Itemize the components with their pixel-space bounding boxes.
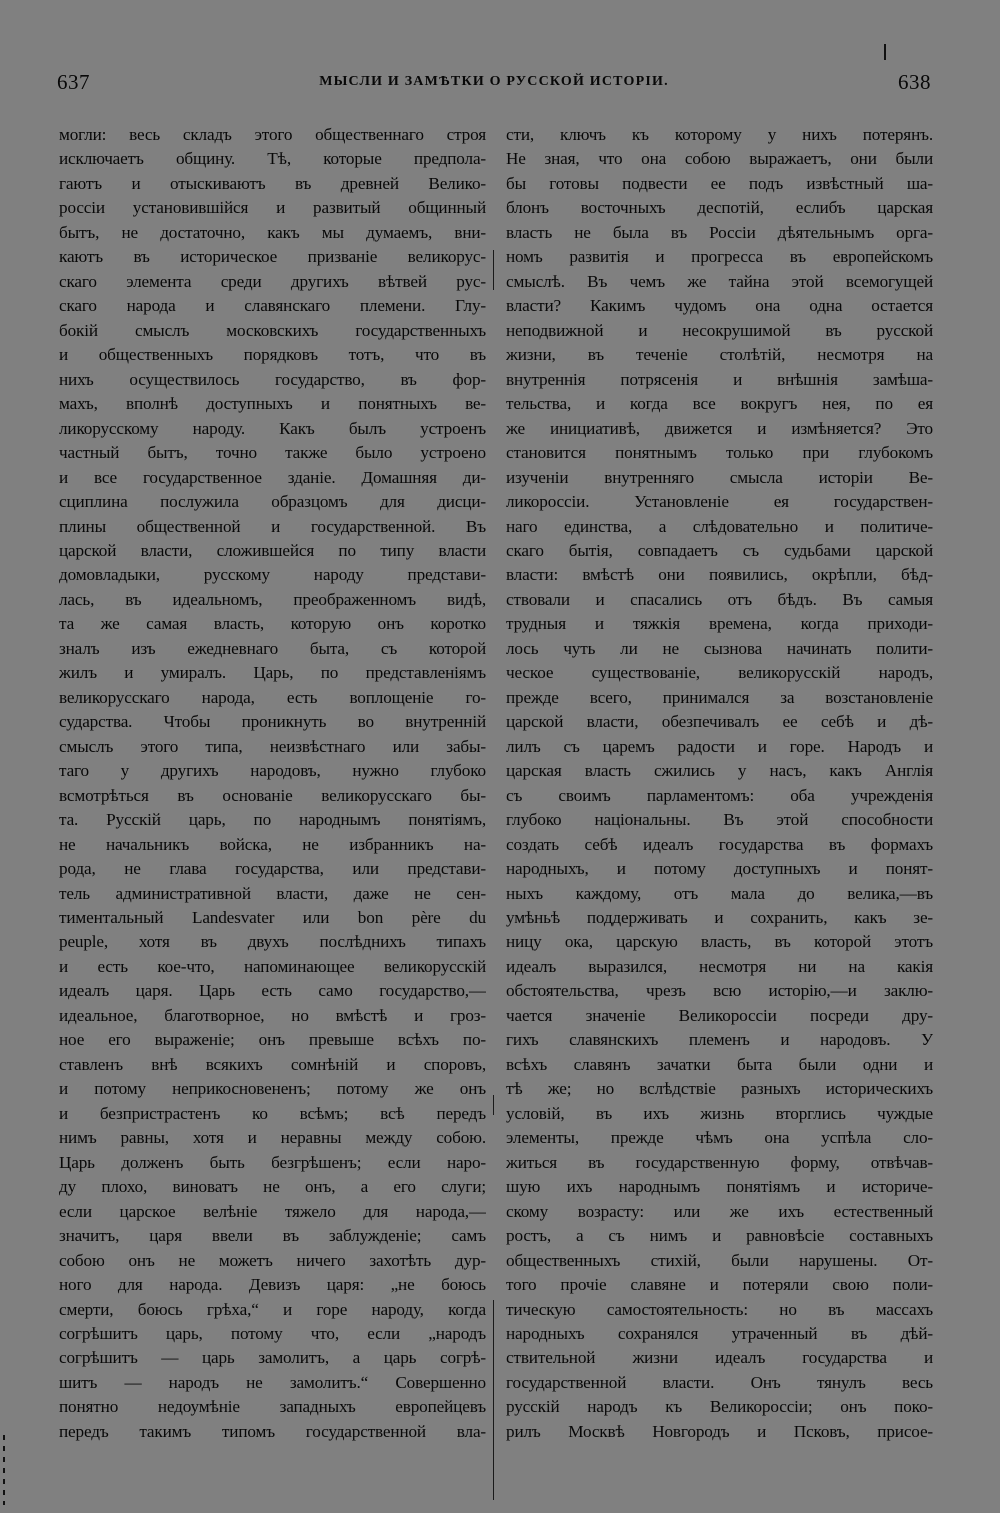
text-line: царской власти, обезпечивалъ ее себѣ и дѣ- — [506, 712, 933, 732]
text-line: и есть кое-что, напоминающее великорусскій — [59, 956, 486, 976]
text-line: собою онъ не можетъ ничего захотѣть дур- — [59, 1250, 486, 1270]
text-line: создать себѣ идеалъ государства въ формахъ — [506, 834, 933, 854]
text-line: бытъ, не достаточно, какъ мы думаемъ, вни- — [59, 222, 486, 242]
text-line: ческое существованіе, великорусскій народъ, — [506, 663, 933, 683]
text-line: если царское велѣніе тяжело для народа,— — [59, 1201, 486, 1221]
text-line: ликорусскому народу. Какъ былъ устроенъ — [59, 418, 486, 438]
text-line: каютъ въ историческое призваніе великорус- — [59, 247, 486, 267]
text-line: согрѣшитъ — царь замолитъ, а царь согрѣ- — [59, 1348, 486, 1368]
text-line: тельства, и когда все вокругъ нея, по ея — [506, 394, 933, 414]
text-line: всѣхъ славянъ зачатки быта были одни и — [506, 1054, 933, 1074]
text-line: бы готовы подвести ее подъ извѣстный ша- — [506, 173, 933, 193]
text-line: плины общественной и государственной. Въ — [59, 516, 486, 536]
text-line: смерти, боюсь грѣха,“ и горе народу, когда — [59, 1299, 486, 1319]
text-line: рилъ Москвѣ Новгородъ и Псковъ, присое- — [506, 1421, 933, 1441]
column-rule — [493, 1095, 494, 1115]
text-line: домовладыки, русскому народу представи- — [59, 565, 486, 585]
scan-mark — [884, 44, 886, 60]
text-line: понятно недоумѣніе западныхъ европейцевъ — [59, 1397, 486, 1417]
text-line: власть не была въ Россіи дѣятельнымъ орга- — [506, 222, 933, 242]
text-line: наго единства, а слѣдовательно и политиче- — [506, 516, 933, 536]
text-line: и потому неприкосновененъ; потому же онъ — [59, 1079, 486, 1099]
text-line: ницу ока, царскую власть, въ которой этотъ — [506, 932, 933, 952]
text-line: и все государственное зданіе. Домашняя ди- — [59, 467, 486, 487]
running-title: МЫСЛИ И ЗАМѢТКИ О РУССКОЙ ИСТОРІИ. — [319, 74, 669, 89]
text-line: тѣ же; но вслѣдствіе разныхъ историческихъ — [506, 1079, 933, 1099]
text-line: становится понятнымъ только при глубокомъ — [506, 443, 933, 463]
text-line: гаютъ и отыскиваютъ въ древней Велико- — [59, 173, 486, 193]
text-line: прежде всего, принимался за возстановленіе — [506, 687, 933, 707]
text-line: умѣньѣ поддерживать и сохранить, какъ зе- — [506, 908, 933, 927]
text-line: неподвижной и несокрушимой въ русской — [506, 320, 933, 340]
page-number-left: 637 — [57, 70, 90, 94]
text-line: ду плохо, виноватъ не онъ, а его слуги; — [59, 1177, 486, 1197]
text-line: идеалъ выразился, несмотря ни на какія — [506, 956, 933, 976]
text-line: Не зная, что она собою выражаетъ, они были — [506, 149, 933, 169]
text-line: идеалъ царя. Царь есть само государство,— — [59, 981, 486, 1001]
text-line: значитъ, царя ввели въ заблужденіе; самъ — [59, 1226, 486, 1246]
text-line: царской власти, сложившейся по типу власти — [59, 540, 486, 560]
text-line: тель административной власти, даже не сен- — [59, 883, 486, 903]
text-line: лась, въ идеальномъ, преображенномъ видѣ, — [59, 589, 486, 609]
text-line: нимъ равны, хотя и неравны между собою. — [59, 1128, 486, 1148]
text-line: ставленъ внѣ всякихъ сомнѣній и споровъ, — [59, 1054, 486, 1074]
text-line: великорусскаго народа, есть воплощеніе го- — [59, 687, 486, 707]
page-header — [57, 70, 931, 100]
text-line: ствовали и спасались отъ бѣдъ. Въ самыя — [506, 589, 933, 609]
text-line: того прочіе славяне и потеряли свою поли- — [506, 1275, 933, 1295]
text-line: скаго элемента среди другихъ вѣтвей рус- — [59, 271, 486, 291]
text-line: скаго бытія, совпадаетъ съ судьбами царской — [506, 540, 933, 560]
text-line: шитъ — народъ не замолитъ.“ Совершенно — [59, 1372, 486, 1392]
text-line: идеальное, благотворное, но вмѣстѣ и гроз- — [59, 1005, 486, 1025]
text-line: ликороссіи. Установленіе ея государствен- — [506, 492, 933, 512]
text-line: ныхъ каждому, отъ мала до велика,—въ — [506, 883, 933, 903]
text-line: таго у другихъ народовъ, нужно глубоко — [59, 761, 486, 781]
text-line: нихъ осуществилось государство, въ фор- — [59, 369, 486, 389]
text-line: условій, въ ихъ жизнь вторглись чуждые — [506, 1103, 933, 1123]
text-line: блонъ восточныхъ деспотій, еслибъ царская — [506, 198, 933, 218]
text-line: народныхъ сохранялся утраченный въ дѣй- — [506, 1323, 933, 1343]
text-line: та же самая власть, которую онъ коротко — [59, 614, 486, 634]
text-line: бокій смыслъ московскихъ государственныхъ — [59, 320, 486, 340]
text-line: смыслѣ. Въ чемъ же тайна этой всемогущей — [506, 271, 933, 291]
text-line: и безпристрастенъ ко всѣмъ; всѣ передъ — [59, 1103, 486, 1123]
text-line: власти? Какимъ чудомъ она одна остается — [506, 296, 933, 316]
text-line: россіи установившійся и развитый общинный — [59, 198, 486, 218]
text-line: сти, ключъ къ которому у нихъ потерянъ. — [506, 125, 933, 144]
text-line: лилъ съ царемъ радости и горе. Народъ и — [506, 736, 933, 756]
text-line: тиментальный Landesvater или bon père du — [59, 908, 486, 927]
text-line: и общественныхъ порядковъ тотъ, что въ — [59, 345, 486, 365]
text-line: лось чуть ли не сызнова начинать полити- — [506, 638, 933, 658]
text-line: шую ихъ народнымъ понятіямъ и историче- — [506, 1177, 933, 1197]
text-line: народныхъ, и потому доступныхъ и понят- — [506, 859, 933, 879]
page-number-right: 638 — [898, 70, 931, 94]
text-line: чается значеніе Великороссіи посреди дру- — [506, 1005, 933, 1025]
text-line: махъ, вполнѣ доступныхъ и понятныхъ ве- — [59, 394, 486, 414]
text-line: русскій народъ къ Великороссіи; онъ поко- — [506, 1397, 933, 1417]
text-line: государственной власти. Онъ тянулъ весь — [506, 1372, 933, 1392]
text-line: скому возрасту: или же ихъ естественный — [506, 1201, 933, 1221]
text-line: ного для народа. Девизъ царя: „не боюсь — [59, 1275, 486, 1295]
text-line: глубоко національны. Въ этой способности — [506, 810, 933, 830]
right-column-text — [506, 123, 933, 1444]
text-line: та. Русскій царь, по народнымъ понятіямъ, — [59, 810, 486, 830]
text-line: согрѣшитъ царь, потому что, если „народъ — [59, 1323, 486, 1343]
text-line: рода, не глава государства, или представи- — [59, 859, 486, 879]
text-line: исключаетъ общину. Тѣ, которые предпола- — [59, 149, 486, 169]
text-line: общественныхъ стихій, были нарушены. От- — [506, 1250, 933, 1270]
text-line: трудныя и тяжкія времена, когда приходи- — [506, 614, 933, 634]
text-line: передъ такимъ типомъ государственной вла- — [59, 1421, 486, 1441]
text-line: не начальникъ войска, не избранникъ на- — [59, 834, 486, 854]
scan-edge-mark — [3, 1435, 5, 1505]
text-line: съ своимъ парламентомъ: оба учрежденія — [506, 785, 933, 805]
text-line: гихъ славянскихъ племенъ и народовъ. У — [506, 1030, 933, 1050]
text-line: изученіи внутренняго смысла исторіи Ве- — [506, 467, 933, 487]
text-line: сударства. Чтобы проникнуть во внутренній — [59, 712, 486, 732]
text-line: обстоятельства, чрезъ всю исторію,—и заклю- — [506, 981, 933, 1001]
text-line: внутреннія потрясенія и внѣшнія замѣша- — [506, 369, 933, 389]
text-line: же инициативѣ, движется и измѣняется? Это — [506, 418, 933, 438]
text-line: peuple, хотя въ двухъ послѣднихъ типахъ — [59, 932, 486, 952]
text-line: жизни, въ теченіе столѣтій, несмотря на — [506, 345, 933, 365]
text-line: власти: вмѣстѣ они появились, окрѣпли, бѣд- — [506, 565, 933, 585]
text-line: смыслъ этого типа, неизвѣстнаго или забы- — [59, 736, 486, 756]
text-line: ное его выраженіе; онъ превыше всѣхъ по- — [59, 1030, 486, 1050]
text-line: сциплина послужила образцомъ для дисци- — [59, 492, 486, 512]
text-line: частный бытъ, точно также было устроено — [59, 443, 486, 463]
text-line: скаго народа и славянскаго племени. Глу- — [59, 296, 486, 316]
text-line: ростъ, а съ нимъ и равновѣсіе составныхъ — [506, 1226, 933, 1246]
left-column-text — [59, 123, 486, 1444]
text-line: всмотрѣться въ основаніе великорусскаго бы- — [59, 785, 486, 805]
text-line: тическую самостоятельность: но въ массахъ — [506, 1299, 933, 1319]
text-line: житься въ государственную форму, отвѣчав- — [506, 1152, 933, 1172]
text-line: зналъ изъ ежедневнаго быта, съ которой — [59, 638, 486, 658]
text-line: жилъ и умиралъ. Царь, по представленіямъ — [59, 663, 486, 683]
text-line: Царь долженъ быть безгрѣшенъ; если наро- — [59, 1152, 486, 1172]
text-line: элементы, прежде чѣмъ она успѣла сло- — [506, 1128, 933, 1148]
text-line: номъ развитія и прогресса въ европейскомъ — [506, 247, 933, 267]
text-line: царская власть сжились у насъ, какъ Англія — [506, 761, 933, 781]
text-line: ствительной жизни идеалъ государства и — [506, 1348, 933, 1368]
text-line: могли: весь складъ этого общественнаго строя — [59, 125, 486, 144]
column-rule — [493, 250, 494, 290]
column-rule — [493, 1300, 494, 1500]
